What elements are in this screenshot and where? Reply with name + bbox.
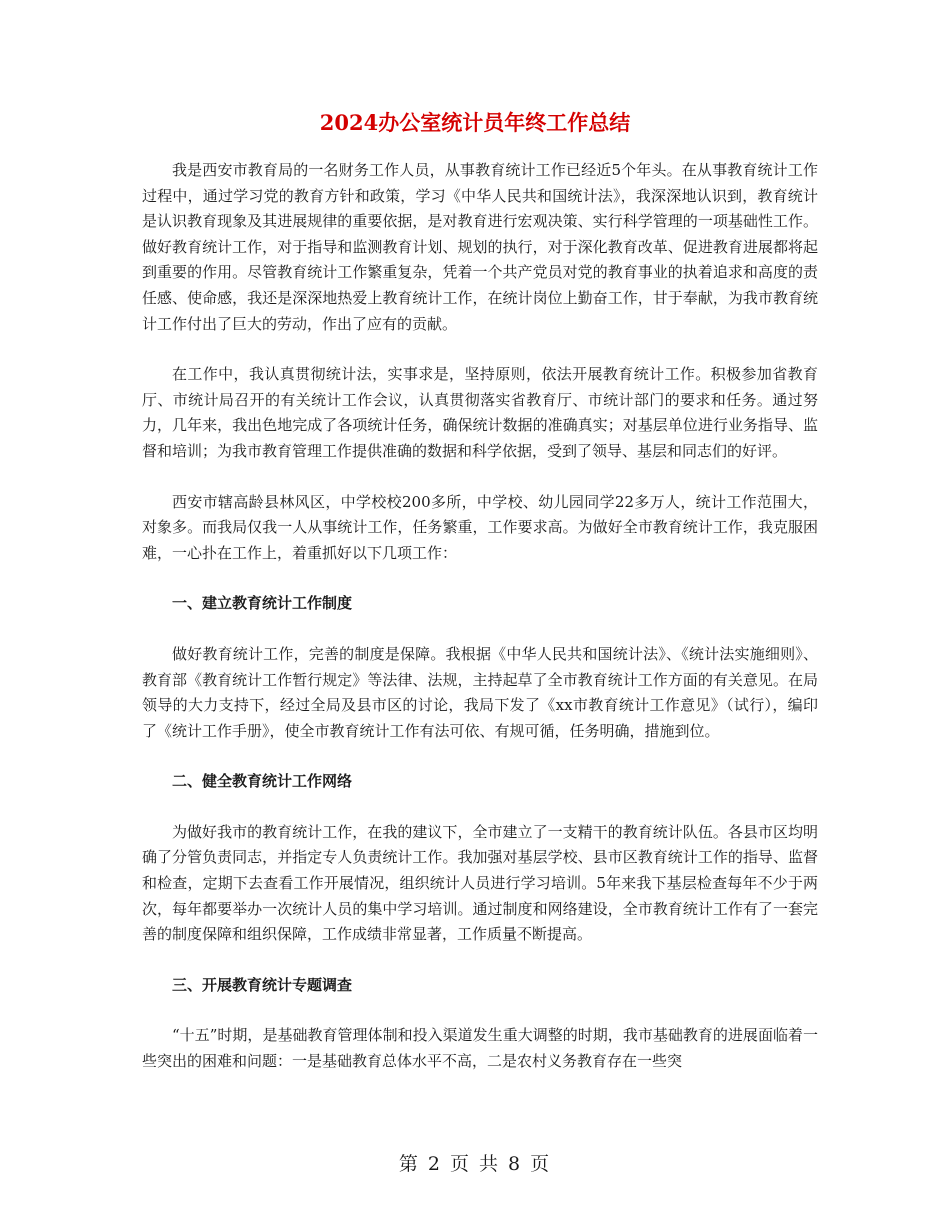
paragraph-section-3: “十五”时期，是基础教育管理体制和投入渠道发生重大调整的时期，我市基础教育的进展面临着一些突出的困难和问题：一是基础教育总体水平不高，二是农村义务教育存在一些突 (142, 1026, 818, 1071)
paragraph-work-approach: 在工作中，我认真贯彻统计法，实事求是，坚持原则，依法开展教育统计工作。积极参加省教育厅、市统计局召开的有关统计工作会议，认真贯彻落实省教育厅、市统计部门的要求和任务。通过努力，几年来，我出色地完成了各项统计任务，确保统计数据的准确真实；对基层单位进行业务指导、监督和培训；为我市教育管理工作提供准确的数据和科学依据，受到了领导、基层和同志们的好评。 (142, 365, 818, 460)
paragraph-section-2: 为做好我市的教育统计工作，在我的建议下，全市建立了一支精干的教育统计队伍。各县市区均明确了分管负责同志，并指定专人负责统计工作。我加强对基层学校、县市区教育统计工作的指导、监督和检查，定期下去查看工作开展情况，组织统计人员进行学习培训。5年来我下基层检查每年不少于两次，每年都要举办一次统计人员的集中学习培训。通过制度和网络建设，全市教育统计工作有了一套完善的制度保障和组织保障，工作成绩非常显著，工作质量不断提高。 (142, 822, 818, 944)
document-body (142, 158, 818, 1075)
section-heading-3: 三、开展教育统计专题调查 (172, 975, 353, 994)
page-number-footer: 第 2 页 共 8 页 (398, 1153, 552, 1175)
section-heading-2: 二、健全教育统计工作网络 (172, 772, 353, 791)
paragraph-intro: 我是西安市教育局的一名财务工作人员，从事教育统计工作已经近5个年头。在从事教育统计工作过程中，通过学习党的教育方针和政策，学习《中华人民共和国统计法》，我深深地认识到，教育统计是认识教育现象及其进展规律的重要依据，是对教育进行宏观决策、实行科学管理的一项基础性工作。做好教育统计工作，对于指导和监测教育计划、规划的执行，对于深化教育改革、促进教育进展都将起到重要的作用。尽管教育统计工作繁重复杂，凭着一个共产党员对党的教育事业的执着追求和高度的责任感、使命感，我还是深深地热爱上教育统计工作，在统计岗位上勤奋工作，甘于奉献，为我市教育统计工作付出了巨大的劳动，作出了应有的贡献。 (142, 161, 818, 333)
section-heading-1: 一、建立教育统计工作制度 (172, 594, 353, 613)
paragraph-scope: 西安市辖高龄县林风区，中学校校200多所，中学校、幼儿园同学22多万人，统计工作范围大，对象多。而我局仅我一人从事统计工作，任务繁重，工作要求高。为做好全市教育统计工作，我克服困难，一心扑在工作上，着重抓好以下几项工作： (142, 492, 818, 562)
paragraph-section-1: 做好教育统计工作，完善的制度是保障。我根据《中华人民共和国统计法》、《统计法实施细则》、教育部《教育统计工作暂行规定》等法律、法规，主持起草了全市教育统计工作方面的有关意见。在局领导的大力支持下，经过全局及县市区的讨论，我局下发了《xx市教育统计工作意见》（试行），编印了《统计工作手册》，使全市教育统计工作有法可依、有规可循，任务明确，措施到位。 (142, 644, 818, 740)
document-title: 2024办公室统计员年终工作总结 (319, 110, 631, 135)
